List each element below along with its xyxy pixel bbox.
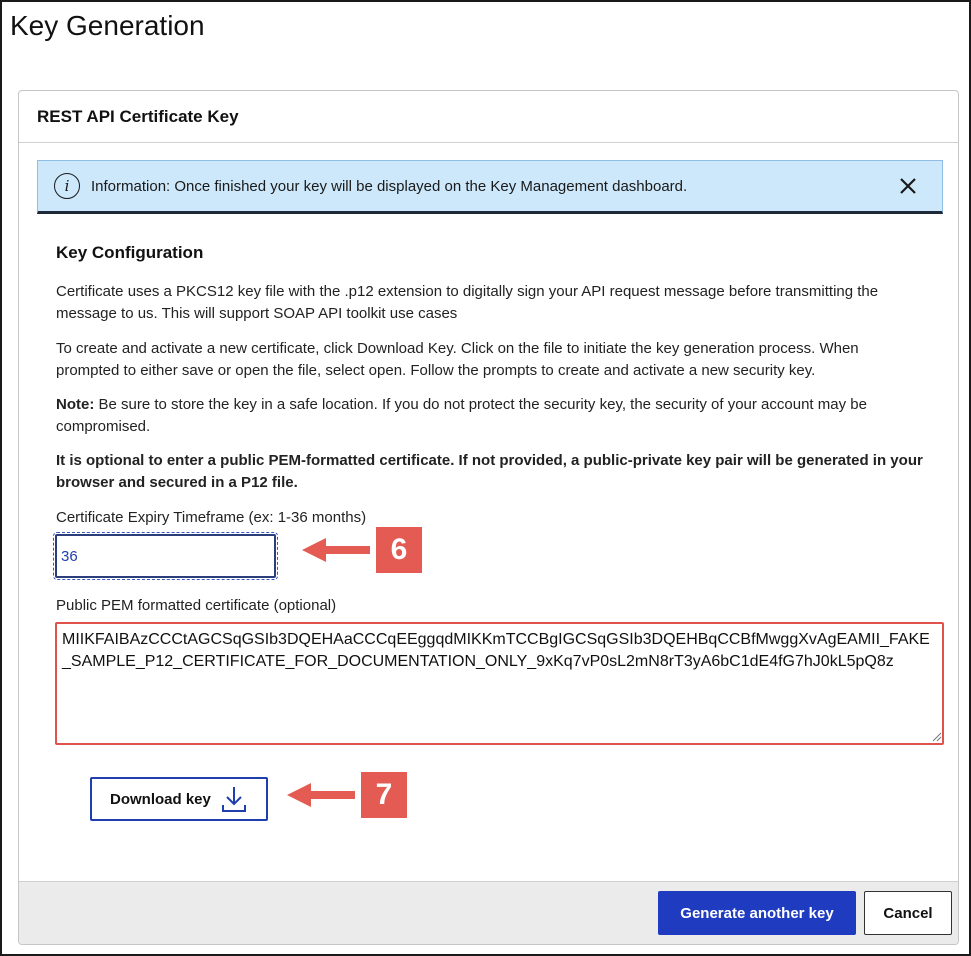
description-paragraph: Certificate uses a PKCS12 key file with the .p12 extension to digitally sign your API request message before transmitting the message to us. This will support SOAP API toolkit use cases [56,283,879,322]
callout-badge: 7 [361,772,407,818]
optional-notice: It is optional to enter a public PEM-formatted certificate. If not provided, a public-private key pair will be generated in your browser and secured in a P12 file. [56,452,923,491]
info-banner-text: Information: Once finished your key will be displayed on the Key Management dashboard. [91,177,688,195]
callout-badge: 6 [376,527,422,573]
info-icon: i [54,173,80,199]
callout-step-6 [300,527,422,573]
download-icon [221,785,247,813]
pem-textarea[interactable] [55,622,944,745]
key-card [18,90,959,945]
section-title: Key Configuration [56,243,204,262]
instructions-paragraph: To create and activate a new certificate, click Download Key. Click on the file to initiate the key generation process. When prompted to either save or open the file, select open. Follow the prompts to create and activate a new security key. [56,340,859,379]
download-key-button[interactable] [90,777,268,821]
note-text: Be sure to store the key in a safe location. If you do not protect the security key, the security of your account may be compromised. [56,396,867,435]
expiry-label: Certificate Expiry Timeframe (ex: 1-36 months) [56,509,367,526]
callout-arrow-icon [300,535,376,565]
generate-another-key-button[interactable]: Generate another key [658,891,856,935]
resize-grip-icon[interactable] [932,732,942,742]
download-key-label: Download key [110,790,211,808]
callout-arrow-icon [285,780,361,810]
note-label: Note: [56,396,95,413]
info-banner [37,160,943,214]
cancel-button[interactable]: Cancel [864,891,952,935]
note-paragraph [56,394,926,438]
expiry-input[interactable] [55,534,276,578]
callout-step-7 [285,772,407,818]
card-title: REST API Certificate Key [19,91,958,143]
close-icon[interactable] [896,174,920,198]
pem-label: Public PEM formatted certificate (optional) [56,597,337,614]
card-footer [19,881,958,945]
page-title: Key Generation [10,10,205,41]
